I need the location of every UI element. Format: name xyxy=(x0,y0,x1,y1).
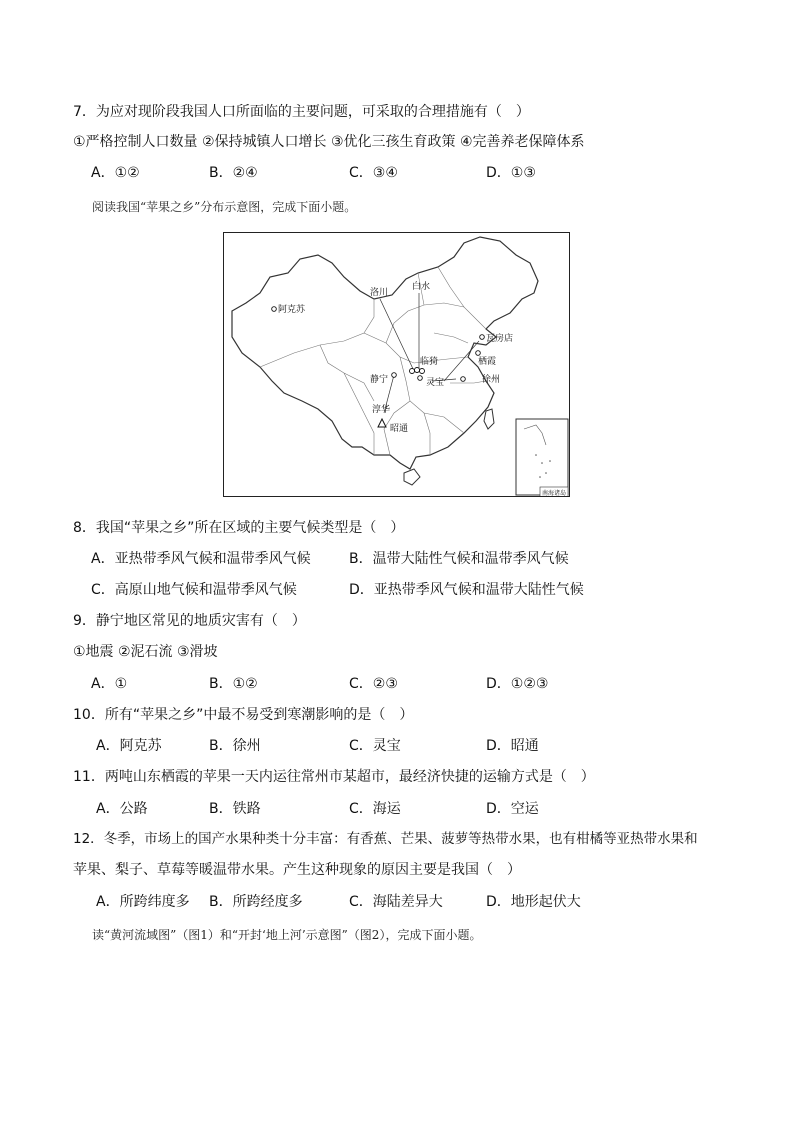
q11-stem: 11．两吨山东栖霞的苹果一天内运往常州市某超市，最经济快捷的运输方式是（ ） xyxy=(73,769,595,785)
label-chunhua: 淳华 xyxy=(372,405,391,415)
zhaotong-triangle xyxy=(378,419,386,427)
q7-option-c[interactable]: C．③④ xyxy=(349,165,398,181)
q11-option-d[interactable]: D．空运 xyxy=(486,801,539,817)
q12-option-b[interactable]: B．所跨经度多 xyxy=(209,894,303,910)
q10-stem: 10．所有“苹果之乡”中最不易受到寒潮影响的是（ ） xyxy=(73,707,414,723)
q12-option-c[interactable]: C．海陆差异大 xyxy=(349,894,443,910)
q9-option-d[interactable]: D．①②③ xyxy=(486,676,549,692)
label-xuzhou: 徐州 xyxy=(482,375,501,385)
label-zhaotong: 昭通 xyxy=(390,424,409,434)
q8-option-c[interactable]: C．高原山地气候和温带季风气候 xyxy=(91,582,297,598)
q8-option-a[interactable]: A．亚热带季风气候和温带季风气候 xyxy=(91,551,311,567)
apple-hometown-map xyxy=(223,232,570,497)
q9-option-b[interactable]: B．①② xyxy=(209,676,258,692)
q10-option-a[interactable]: A．阿克苏 xyxy=(96,738,162,754)
label-wafangdian: 瓦房店 xyxy=(486,334,514,344)
q11-option-c[interactable]: C．海运 xyxy=(349,801,401,817)
q7-stem: 7．为应对现阶段我国人口所面临的主要问题，可采取的合理措施有（ ） xyxy=(73,104,530,120)
q9-stem: 9．静宁地区常见的地质灾害有（ ） xyxy=(73,613,306,629)
q7-option-b[interactable]: B．②④ xyxy=(209,165,258,181)
q12-stem-line2: 苹果、梨子、草莓等暖温带水果。产生这种现象的原因主要是我国（ ） xyxy=(73,862,521,878)
q10-option-b[interactable]: B．徐州 xyxy=(209,738,261,754)
china-map-svg xyxy=(224,233,570,497)
q10-option-c[interactable]: C．灵宝 xyxy=(349,738,401,754)
label-qixia: 栖霞 xyxy=(478,357,497,367)
q7-items: ①严格控制人口数量 ②保持城镇人口增长 ③优化三孩生育政策 ④完善养老保障体系 xyxy=(73,134,585,150)
q12-option-a[interactable]: A．所跨纬度多 xyxy=(96,894,190,910)
q8-stem: 8．我国“苹果之乡”所在区域的主要气候类型是（ ） xyxy=(73,520,405,536)
map-intro: 阅读我国“苹果之乡”分布示意图，完成下面小题。 xyxy=(92,200,357,214)
label-baishui: 白水 xyxy=(412,282,431,292)
inset-label: 南海诸岛 xyxy=(542,490,567,497)
city-markers xyxy=(272,307,485,382)
label-jingning: 静宁 xyxy=(370,375,389,385)
q11-option-b[interactable]: B．铁路 xyxy=(209,801,261,817)
inset-box xyxy=(516,419,568,495)
q9-option-c[interactable]: C．②③ xyxy=(349,676,398,692)
label-lingbao: 灵宝 xyxy=(426,378,445,388)
q7-option-a[interactable]: A．①② xyxy=(91,165,140,181)
q8-option-b[interactable]: B．温带大陆性气候和温带季风气候 xyxy=(349,551,569,567)
q7-option-d[interactable]: D．①③ xyxy=(486,165,536,181)
q11-option-a[interactable]: A．公路 xyxy=(96,801,148,817)
label-luochuan: 洛川 xyxy=(370,288,389,298)
hainan-island xyxy=(404,469,420,485)
q8-option-d[interactable]: D．亚热带季风气候和温带大陆性气候 xyxy=(349,582,584,598)
q12-stem-line1: 12．冬季，市场上的国产水果种类十分丰富：有香蕉、芒果、菠萝等热带水果，也有柑橘等亚热带水果和 xyxy=(73,831,698,847)
q9-option-a[interactable]: A．① xyxy=(91,676,128,692)
q10-option-d[interactable]: D．昭通 xyxy=(486,738,539,754)
taiwan-island xyxy=(484,409,494,429)
yellow-river-intro: 读“黄河流域图”（图1）和“开封‘地上河’示意图”（图2），完成下面小题。 xyxy=(92,928,482,942)
q9-items: ①地震 ②泥石流 ③滑坡 xyxy=(73,644,218,660)
label-linyi: 临猗 xyxy=(420,357,439,367)
q12-option-d[interactable]: D．地形起伏大 xyxy=(486,894,581,910)
label-akesu: 阿克苏 xyxy=(278,305,306,315)
